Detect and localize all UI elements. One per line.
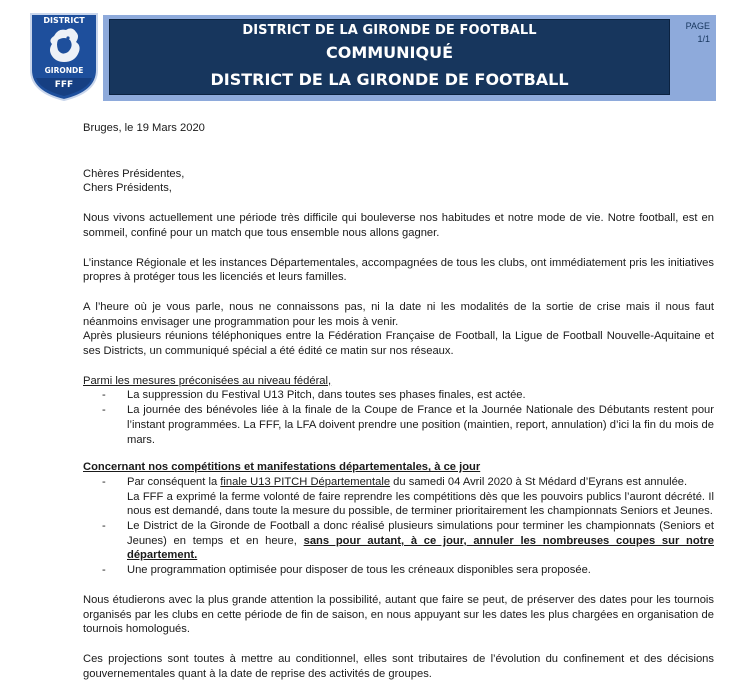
paragraph-2: L’instance Régionale et les instances Départementales, accompagnées de tous les clubs, ont immédiatement pris les initiatives propres à protéger tous les licenciés et leurs familles. — [83, 256, 714, 284]
letter-body — [83, 121, 714, 681]
banner-line-2: COMMUNIQUÉ — [325, 43, 454, 62]
list-item-continuation: La FFF a exprimé la ferme volonté de faire reprendre les compétitions dès que les pouvoirs publics l’auront décrété. Il nous est demandé, dans toute la mesure du possible, de terminer prioritairement les championnats Seniors et Jeunes. — [127, 490, 714, 518]
district-logo — [28, 12, 100, 102]
page-number: 1/1 — [697, 34, 710, 44]
banner-title-block — [109, 19, 670, 95]
u13-final-link: finale U13 PITCH Départementale — [220, 475, 391, 488]
logo-mid-text: GIRONDE — [44, 66, 84, 75]
list-item-text: du samedi 04 Avril 2020 à St Médard d’Eyrans est annulée. — [390, 475, 688, 488]
list-item: - La suppression du Festival U13 Pitch, dans toutes ses phases finales, est actée. — [127, 388, 714, 403]
logo-top-text: DISTRICT — [43, 16, 85, 25]
paragraph-1: Nous vivons actuellement une période très difficile qui bouleverse nos habitudes et notre mode de vie. Notre football, est en sommeil, confiné pour un match que tous ensemble nous allons gagner. — [83, 212, 714, 239]
section-2-title: Concernant nos compétitions et manifestations départementales, à ce jour — [83, 461, 481, 474]
shield-icon — [28, 12, 100, 102]
paragraph-3: A l’heure où je vous parle, nous ne connaissons pas, ni la date ni les modalités de la sortie de crise mais il nous faut néanmoins envisager une programmation pour les mois à venir. — [83, 300, 714, 328]
list-item-text: Le District de la Gironde de Football a donc réalisé plusieurs simulations pour terminer les championnats (Seniors et Jeunes) en temps et en heure, — [127, 520, 714, 547]
page-label: PAGE — [685, 21, 710, 31]
paragraph-4: Après plusieurs réunions téléphoniques entre la Fédération Française de Football, la Ligue de Football Nouvelle-Aquitaine et ses Districts, un communiqué spécial a été édité ce matin sur nos réseaux. — [83, 330, 714, 358]
paragraph-5: Nous étudierons avec la plus grande attention la possibilité, autant que faire se peut, de préserver des dates pour les tournois organisés par les clubs en cette période de fin de saison, en nous appuyant sur les dates les plus chargées en organisation de tournois homologués. — [83, 593, 714, 636]
list-item — [127, 475, 714, 490]
salutation-2: Chers Présidents, — [83, 182, 172, 195]
emphasis-text: sans pour autant, à ce jour, annuler les nombreuses coupes sur notre département. — [127, 534, 715, 562]
page-indicator — [670, 20, 710, 46]
list-item-text: Par conséquent la — [127, 475, 221, 488]
section-1-title: Parmi les mesures préconisées au niveau fédéral, — [83, 374, 332, 387]
paragraph-6: Ces projections sont toutes à mettre au conditionnel, elles sont tributaires de l’évolution du confinement et des décisions gouvernementales quant à la date de reprise des activités de groupes. — [83, 652, 714, 680]
list-item: - La journée des bénévoles liée à la finale de la Coupe de France et la Journée Nationale des Débutants restent pour l’instant programmées. La FFF, la LFA doivent prendre une position (maintien, report, annulation) d’ici la fin du mois de mars. — [127, 403, 714, 447]
section-2-list — [83, 475, 714, 578]
logo-bottom-text: FFF — [54, 80, 74, 90]
header-banner — [103, 15, 716, 101]
list-item: - Une programmation optimisée pour disposer de tous les créneaux disponibles sera proposée. — [127, 563, 714, 578]
banner-line-1: DISTRICT DE LA GIRONDE DE FOOTBALL — [242, 23, 537, 38]
banner-line-3: DISTRICT DE LA GIRONDE DE FOOTBALL — [210, 70, 569, 89]
salutation-1: Chères Présidentes, — [83, 167, 185, 180]
list-item — [127, 519, 714, 563]
section-1-list — [83, 388, 714, 447]
date-line: Bruges, le 19 Mars 2020 — [83, 122, 205, 134]
